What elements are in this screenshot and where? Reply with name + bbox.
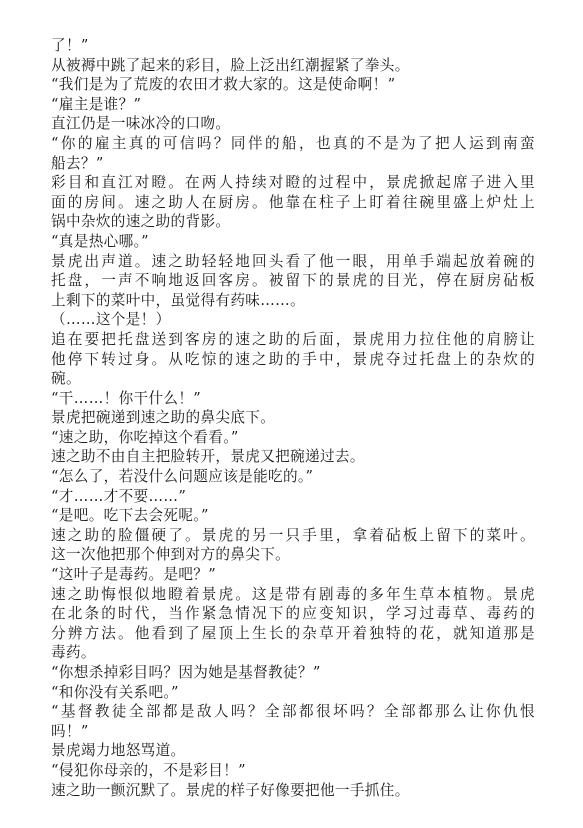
text-line: “才……才不要……” — [51, 487, 187, 505]
text-line: 船去？” — [51, 154, 104, 172]
document-page — [51, 36, 535, 800]
text-line: 托盘，一声不响地返回客房。被留下的景虎的目光，停在厨房砧板 — [51, 272, 535, 290]
text-line: “我们是为了荒废的农田才救大家的。这是使命啊！” — [51, 76, 396, 94]
text-line: “是吧。吃下去会死呢。” — [51, 507, 209, 525]
text-line: “你想杀掉彩目吗？因为她是基督教徒？” — [51, 664, 321, 681]
text-line: 在北条的时代，当作紧急情况下的应变知识，学习过毒草、毒药的 — [51, 605, 535, 623]
text-line: “怎么了，若没什么问题应该是能吃的。” — [51, 468, 314, 486]
text-line: 速之助悔恨似地瞪着景虎。这是带有剧毒的多年生草本植物。景虎 — [51, 585, 535, 603]
text-line: 这一次他把那个伸到对方的鼻尖下。 — [51, 546, 291, 564]
text-line: 他停下转过身。从吃惊的速之助的手中，景虎夺过托盘上的杂炊的 — [51, 350, 535, 368]
text-line: “基督教徒全部都是敌人吗？全部都很坏吗？全部都那么让你仇恨 — [51, 703, 535, 721]
text-line: 碗。 — [51, 370, 81, 388]
text-line: “这叶子是毒药。是吧？” — [51, 566, 217, 584]
text-line: 毒药。 — [51, 644, 96, 662]
text-line: “你的雇主真的可信吗？同伴的船，也真的不是为了把人运到南蛮 — [51, 134, 535, 152]
text-line: 景虎出声道。速之助轻轻地回头看了他一眼，用单手端起放着碗的 — [51, 252, 535, 270]
text-line: 分辨方法。他看到了屋顶上生长的杂草开着独特的花，就知道那是 — [51, 624, 535, 642]
text-line: “速之助，你吃掉这个看看。” — [51, 428, 239, 446]
text-line: （……这个是！） — [51, 311, 171, 329]
text-line: “和你没有关系吧。” — [51, 683, 179, 701]
text-line: 吗！” — [51, 722, 89, 740]
text-line: “干……！你干什么！” — [51, 389, 202, 407]
text-line: 锅中杂炊的速之助的背影。 — [51, 213, 231, 231]
text-line: 速之助不由自主把脸转开，景虎又把碗递过去。 — [51, 448, 365, 466]
text-line: 了！” — [51, 37, 89, 54]
text-line: 上剩下的菜叶中，虽觉得有药味……。 — [51, 291, 306, 309]
text-line: 面的房间。速之助人在厨房。他靠在柱子上盯着往碗里盛上炉灶上 — [51, 193, 535, 211]
text-line: 景虎竭力地怒骂道。 — [51, 742, 186, 760]
text-line: “雇主是谁？” — [51, 95, 142, 113]
text-line: 追在要把托盘送到客房的速之助的后面，景虎用力拉住他的肩膀让 — [51, 330, 535, 348]
text-line: 直江仍是一味冰冷的口吻。 — [51, 115, 231, 133]
text-line: 速之助的脸僵硬了。景虎的另一只手里，拿着砧板上留下的菜叶。 — [51, 526, 535, 544]
text-line: 彩目和直江对瞪。在两人持续对瞪的过程中，景虎掀起席子进入里 — [51, 174, 535, 192]
text-line: “侵犯你母亲的，不是彩目！” — [51, 761, 246, 779]
text-line: 速之助一颤沉默了。景虎的样子好像要把他一手抓住。 — [51, 781, 410, 799]
text-line: 从被褥中跳了起来的彩目，脸上泛出红潮握紧了拳头。 — [51, 56, 410, 74]
text-line: 景虎把碗递到速之助的鼻尖底下。 — [51, 409, 276, 427]
text-line: “真是热心哪。” — [51, 232, 149, 250]
